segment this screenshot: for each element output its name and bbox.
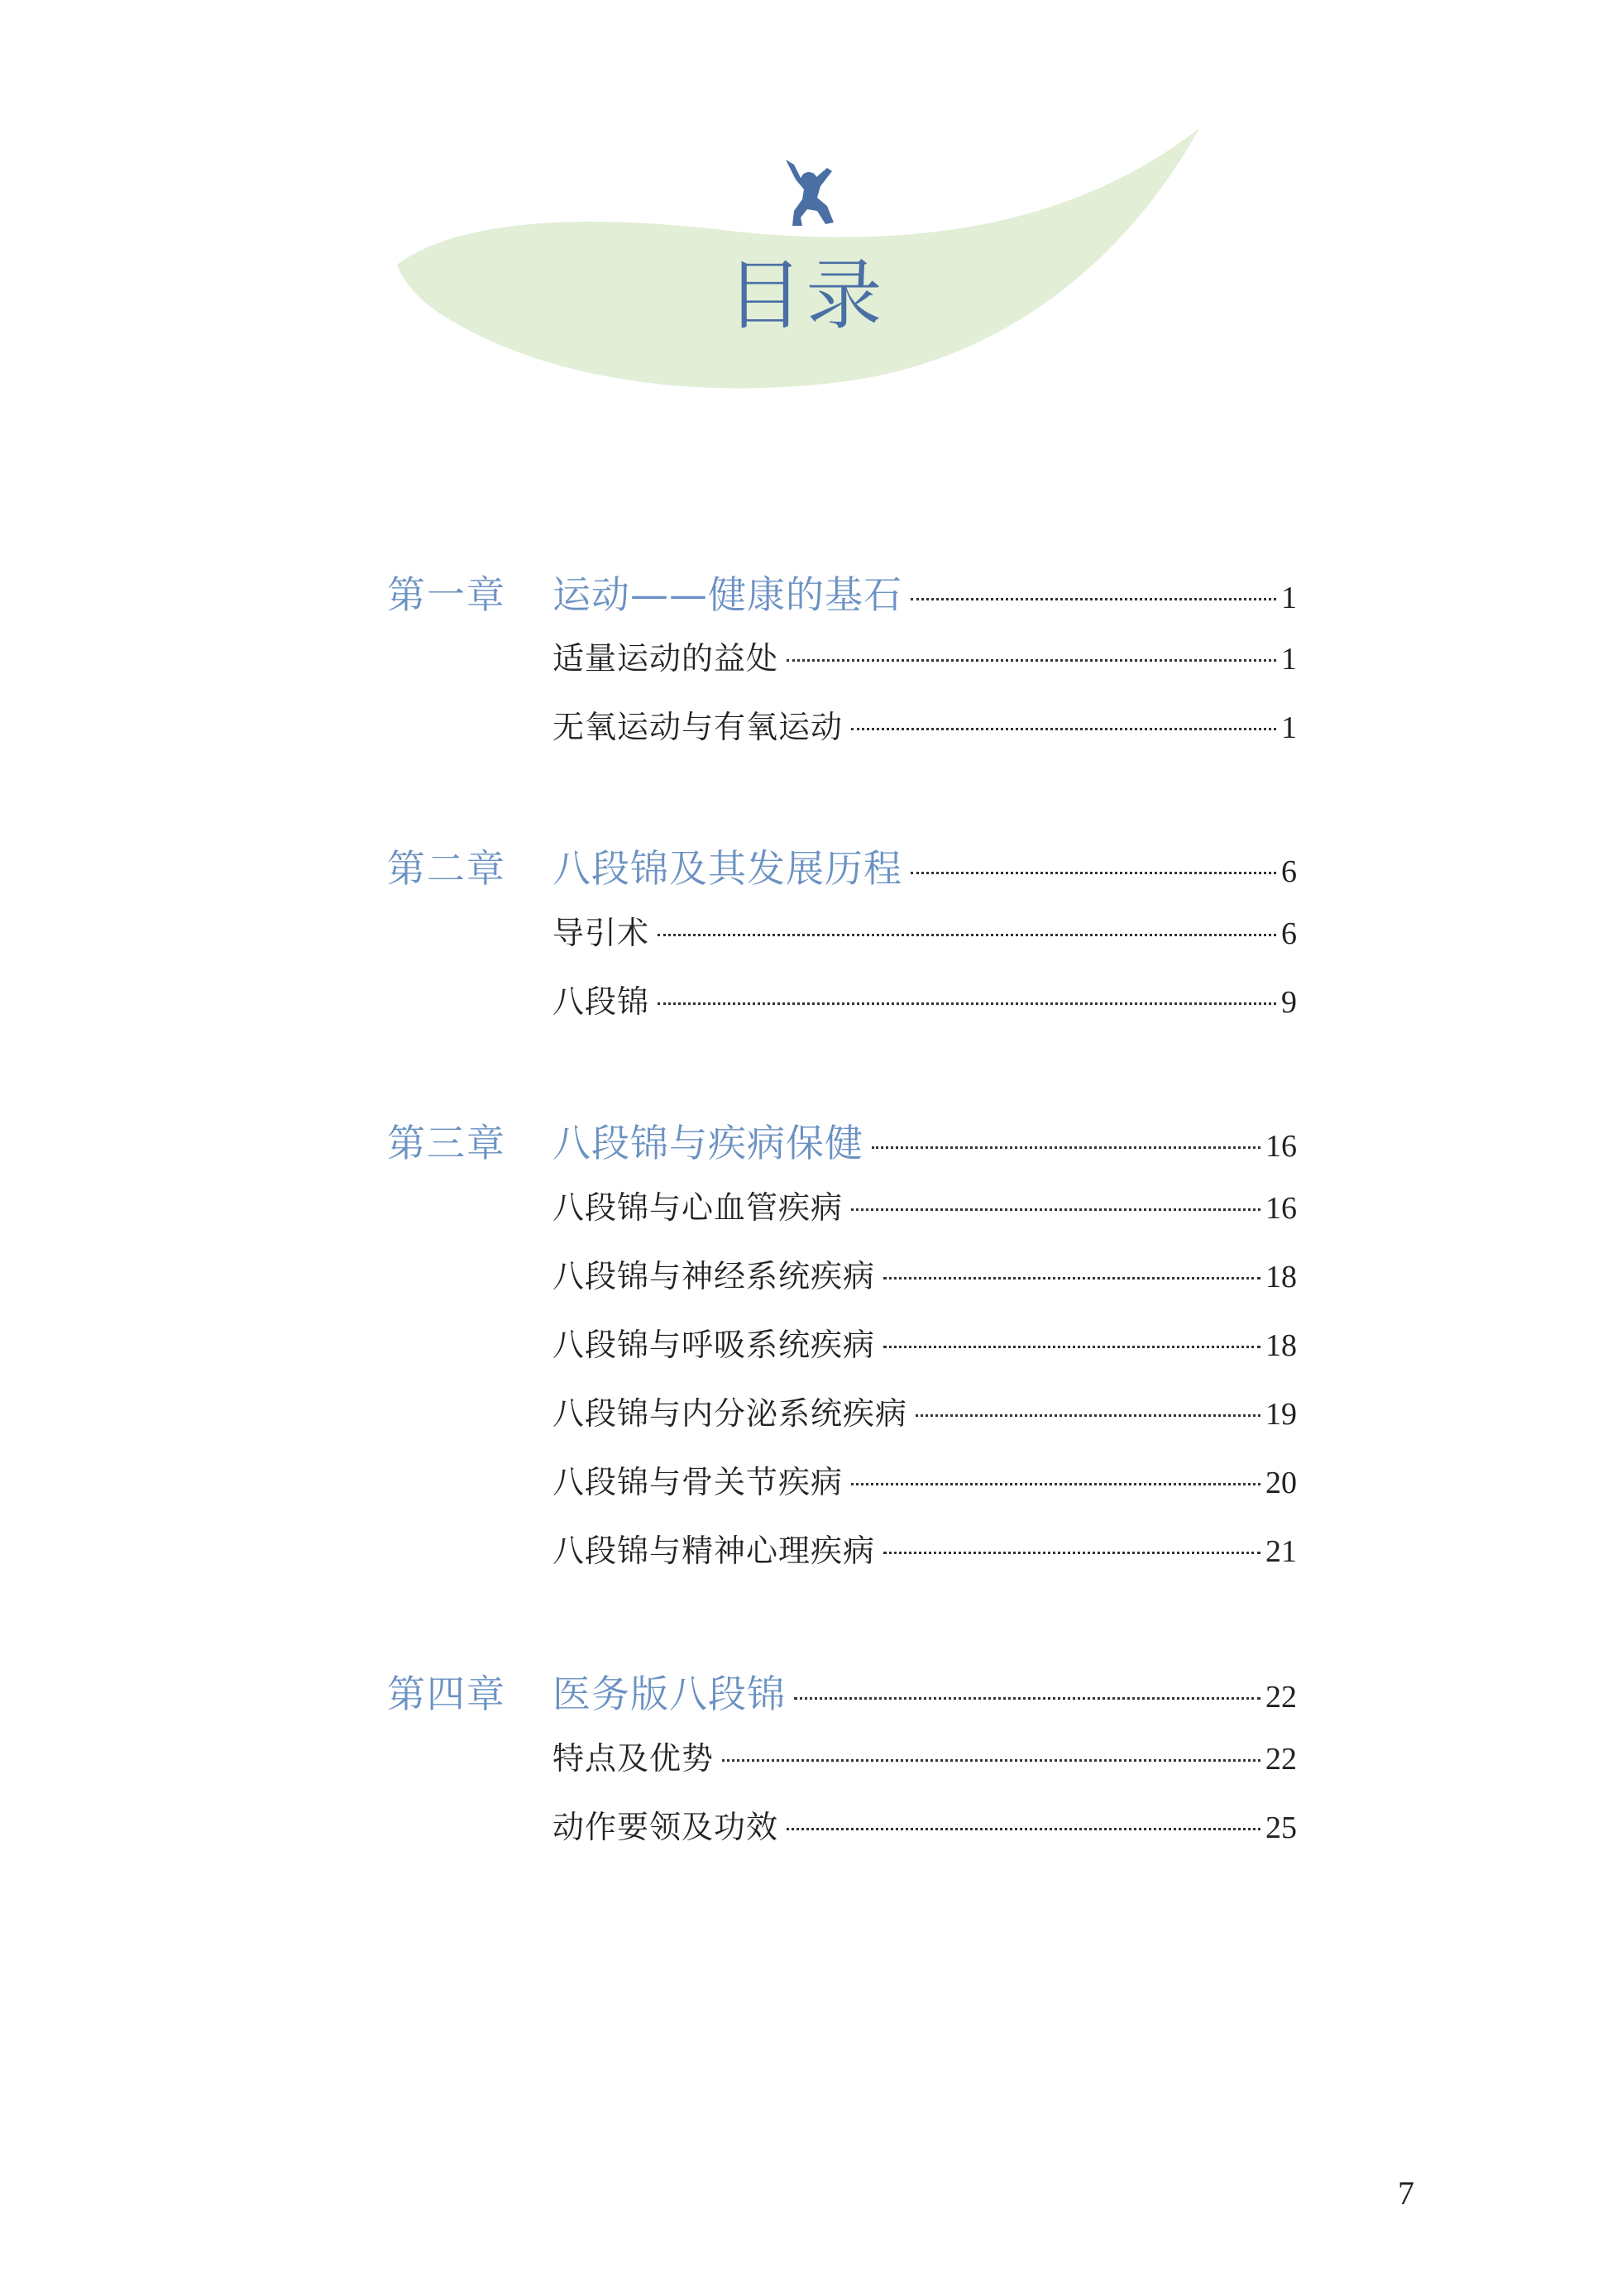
toc-chapter-4[interactable] — [387, 1664, 1297, 1719]
toc-section[interactable] — [387, 633, 1297, 678]
toc-chapter-3[interactable] — [387, 1113, 1297, 1168]
section-title: 八段锦与骨关节疾病 — [552, 1464, 844, 1500]
section-page-ref: 6 — [1281, 916, 1297, 951]
toc-section[interactable] — [387, 1457, 1297, 1502]
section-page-ref: 25 — [1265, 1810, 1297, 1845]
dot-leader — [883, 1346, 1260, 1348]
dot-leader — [794, 1697, 1260, 1700]
dot-leader — [883, 1552, 1260, 1554]
section-page-ref: 18 — [1265, 1260, 1297, 1294]
chapter-number: 第四章 — [387, 1672, 506, 1716]
chapter-number: 第二章 — [387, 846, 506, 891]
toc-section[interactable] — [387, 1388, 1297, 1433]
chapter-title: 八段锦与疾病保健 — [552, 1121, 863, 1165]
toc-section[interactable] — [387, 907, 1297, 953]
dot-leader — [658, 934, 1276, 936]
toc-chapter-2[interactable] — [387, 839, 1297, 893]
toc-chapter-1[interactable] — [387, 565, 1297, 619]
chapter-page-ref: 6 — [1281, 854, 1297, 889]
dot-leader — [911, 872, 1276, 874]
section-title: 无氧运动与有氧运动 — [552, 709, 844, 745]
section-title: 导引术 — [552, 915, 650, 951]
dot-leader — [722, 1759, 1260, 1762]
chapter-page-ref: 22 — [1265, 1680, 1297, 1715]
dot-leader — [916, 1414, 1260, 1417]
toc-section[interactable] — [387, 1525, 1297, 1571]
dot-leader — [787, 1828, 1260, 1830]
dot-leader — [851, 1208, 1260, 1211]
section-page-ref: 20 — [1265, 1466, 1297, 1500]
dot-leader — [851, 728, 1276, 730]
section-page-ref: 9 — [1281, 985, 1297, 1020]
dot-leader — [658, 1002, 1276, 1005]
toc-section[interactable] — [387, 1251, 1297, 1296]
toc-title: 目录 — [726, 251, 886, 340]
section-page-ref: 21 — [1265, 1534, 1297, 1569]
toc-section[interactable] — [387, 1319, 1297, 1365]
section-title: 八段锦与内分泌系统疾病 — [552, 1395, 908, 1432]
dot-leader — [787, 659, 1276, 662]
chapter-title: 八段锦及其发展历程 — [552, 846, 902, 891]
tai-chi-figure-icon — [786, 160, 834, 226]
dot-leader — [911, 598, 1276, 600]
chapter-title: 医务版八段锦 — [552, 1672, 786, 1716]
page-number: 7 — [1398, 2174, 1414, 2212]
dot-leader — [883, 1277, 1260, 1280]
dot-leader — [851, 1483, 1260, 1485]
chapter-number: 第三章 — [387, 1121, 506, 1165]
section-title: 八段锦 — [552, 983, 650, 1020]
section-title: 动作要领及功效 — [552, 1809, 779, 1845]
section-title: 适量运动的益处 — [552, 640, 779, 677]
section-title: 特点及优势 — [552, 1740, 715, 1777]
section-page-ref: 1 — [1281, 710, 1297, 745]
chapter-page-ref: 16 — [1265, 1129, 1297, 1164]
section-title: 八段锦与精神心理疾病 — [552, 1533, 876, 1569]
section-title: 八段锦与神经系统疾病 — [552, 1258, 876, 1294]
chapter-title: 运动——健康的基石 — [552, 572, 902, 617]
section-page-ref: 16 — [1265, 1191, 1297, 1226]
section-page-ref: 1 — [1281, 642, 1297, 677]
section-page-ref: 18 — [1265, 1328, 1297, 1363]
toc-section[interactable] — [387, 701, 1297, 747]
section-page-ref: 19 — [1265, 1397, 1297, 1432]
section-page-ref: 22 — [1265, 1742, 1297, 1777]
section-title: 八段锦与心血管疾病 — [552, 1189, 844, 1226]
toc-section[interactable] — [387, 1733, 1297, 1778]
chapter-page-ref: 1 — [1281, 581, 1297, 615]
dot-leader — [872, 1146, 1260, 1149]
section-title: 八段锦与呼吸系统疾病 — [552, 1327, 876, 1363]
toc-section[interactable] — [387, 1182, 1297, 1227]
toc-section[interactable] — [387, 976, 1297, 1021]
chapter-number: 第一章 — [387, 572, 506, 617]
toc-section[interactable] — [387, 1801, 1297, 1847]
